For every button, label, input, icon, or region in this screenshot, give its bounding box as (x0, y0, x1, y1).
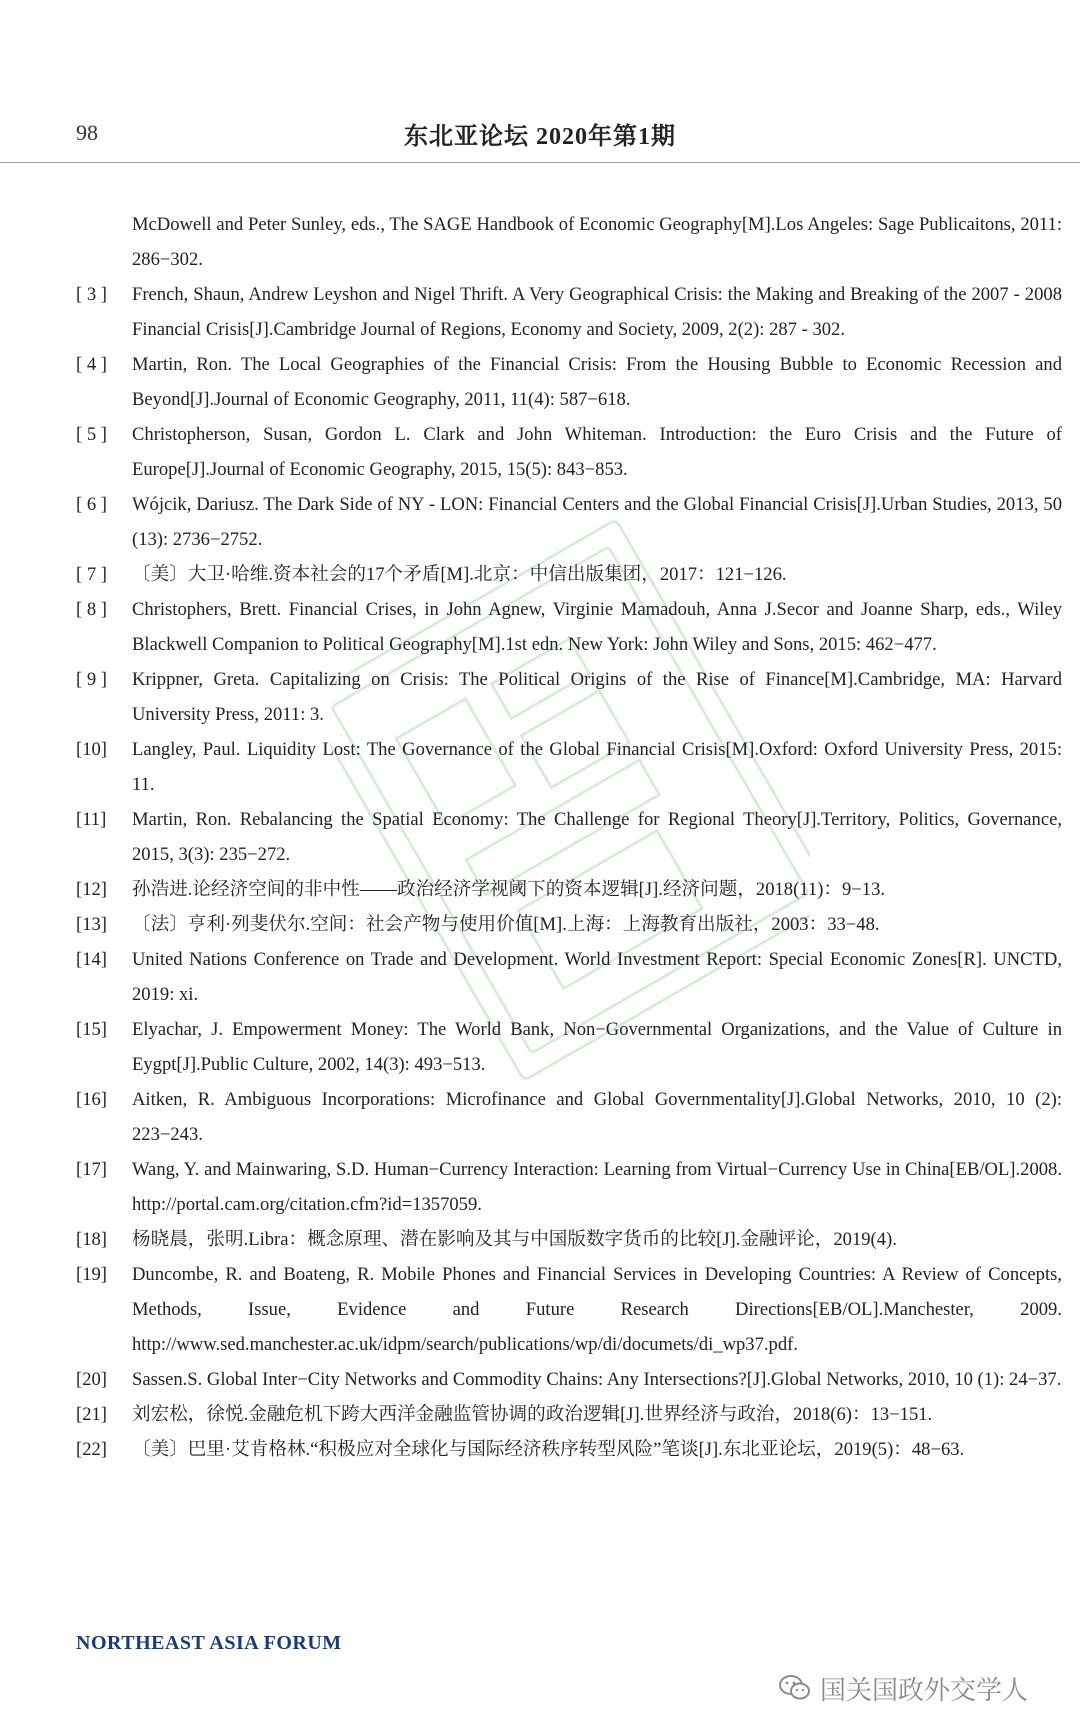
reference-text: Aitken, R. Ambiguous Incorporations: Microfinance and Global Governmentality[J].Global Networks, 2010, 10 (2): 223−243. (132, 1089, 1062, 1145)
reference-text: Sassen.S. Global Inter−City Networks and Commodity Chains: Any Intersections?[J].Global Networks, 2010, 10 (1): 24−37. (132, 1369, 1062, 1390)
reference-number: [ 4 ] (76, 354, 107, 375)
reference-entry (76, 347, 1062, 417)
reference-entry (76, 802, 1062, 872)
reference-text: McDowell and Peter Sunley, eds., The SAGE Handbook of Economic Geography[M].Los Angeles: Sage Publicaitons, 2011: 286−302. (132, 214, 1062, 270)
reference-entry (76, 1012, 1062, 1082)
reference-text: 〔美〕大卫·哈维.资本社会的17个矛盾[M].北京：中信出版集团，2017：121−126. (132, 564, 787, 585)
reference-entry (76, 662, 1062, 732)
reference-entry (76, 907, 1062, 942)
reference-number: [18] (76, 1229, 107, 1250)
footer-journal-title: NORTHEAST ASIA FORUM (76, 1632, 342, 1654)
reference-entry (76, 1432, 1062, 1467)
reference-number: [20] (76, 1369, 107, 1390)
reference-text: Krippner, Greta. Capitalizing on Crisis: The Political Origins of the Rise of Finance[M].Cambridge, MA: Harvard University Press, 2011: 3. (132, 669, 1062, 725)
reference-entry (76, 277, 1062, 347)
reference-number: [ 5 ] (76, 424, 107, 445)
reference-text: 刘宏松，徐悦.金融危机下跨大西洋金融监管协调的政治逻辑[J].世界经济与政治，2018(6)：13−151. (132, 1404, 933, 1425)
reference-entry (76, 942, 1062, 1012)
reference-text: Martin, Ron. Rebalancing the Spatial Economy: The Challenge for Regional Theory[J].Territory, Politics, Governance, 2015, 3(3): 235−272. (132, 809, 1062, 865)
reference-text: Christopherson, Susan, Gordon L. Clark and John Whiteman. Introduction: the Euro Crisis and the Future of Europe[J].Journal of Economic Geography, 2015, 15(5): 843−853. (132, 424, 1062, 480)
reference-text: Martin, Ron. The Local Geographies of the Financial Crisis: From the Housing Bubble to Economic Recession and Beyond[J].Journal of Economic Geography, 2011, 11(4): 587−618. (132, 354, 1062, 410)
reference-number: [ 3 ] (76, 284, 107, 305)
reference-number: [15] (76, 1019, 107, 1040)
reference-number: [10] (76, 739, 107, 760)
reference-text: United Nations Conference on Trade and Development. World Investment Report: Special Economic Zones[R]. UNCTD, 2019: xi. (132, 949, 1062, 1005)
reference-entry (76, 417, 1062, 487)
reference-entry (76, 872, 1062, 907)
reference-entry (76, 1397, 1062, 1432)
reference-entry (76, 1362, 1062, 1397)
reference-entry (76, 1257, 1062, 1362)
reference-text: 〔美〕巴里·艾肯格林.“积极应对全球化与国际经济秩序转型风险”笔谈[J].东北亚论坛，2019(5)：48−63. (132, 1439, 965, 1460)
wechat-account-watermark (778, 1668, 1048, 1708)
reference-text: French, Shaun, Andrew Leyshon and Nigel Thrift. A Very Geographical Crisis: the Making and Breaking of the 2007 - 2008 Financial Crisis[J].Cambridge Journal of Regions, Economy and Society, 2009, 2(2): 287 - 302. (132, 284, 1062, 340)
reference-number: [ 7 ] (76, 564, 107, 585)
reference-number: [19] (76, 1264, 107, 1285)
page-number: 98 (76, 120, 98, 145)
reference-text: Langley, Paul. Liquidity Lost: The Governance of the Global Financial Crisis[M].Oxford: Oxford University Press, 2015: 11. (132, 739, 1062, 795)
reference-number: [16] (76, 1089, 107, 1110)
reference-entry (76, 1222, 1062, 1257)
reference-entry (76, 592, 1062, 662)
header-rule (0, 162, 1080, 163)
reference-text: Wang, Y. and Mainwaring, S.D. Human−Currency Interaction: Learning from Virtual−Currency Use in China[EB/OL].2008. http://portal.cam.org/citation.cfm?id=1357059. (132, 1159, 1062, 1215)
reference-entry (76, 207, 1062, 277)
reference-entry (76, 487, 1062, 557)
reference-text: Duncombe, R. and Boateng, R. Mobile Phones and Financial Services in Developing Countries: A Review of Concepts, Methods, Issue, Evidence and Future Research Directions[EB/OL].Manchester, 2009. http://www.sed.manchester.ac.uk/idpm/search/publications/wp/di/documets/di_wp37.pdf. (132, 1264, 1062, 1355)
reference-text: 〔法〕亨利·列斐伏尔.空间：社会产物与使用价值[M].上海：上海教育出版社，2003：33−48. (132, 914, 880, 935)
wechat-account-name: 国关国政外交学人 (820, 1675, 1029, 1706)
reference-text: Elyachar, J. Empowerment Money: The World Bank, Non−Governmental Organizations, and the Value of Culture in Eygpt[J].Public Culture, 2002, 14(3): 493−513. (132, 1019, 1062, 1075)
reference-number: [22] (76, 1439, 107, 1460)
reference-number: [ 8 ] (76, 599, 107, 620)
wechat-icon (778, 1673, 812, 1703)
page-header (0, 108, 1080, 158)
reference-number: [12] (76, 879, 107, 900)
reference-text: 孙浩进.论经济空间的非中性——政治经济学视阈下的资本逻辑[J].经济问题，2018(11)：9−13. (132, 879, 886, 900)
reference-number: [17] (76, 1159, 107, 1180)
journal-title: 东北亚论坛 2020年第1期 (404, 124, 676, 150)
reference-number: [11] (76, 809, 107, 830)
reference-text: 杨晓晨，张明.Libra：概念原理、潜在影响及其与中国版数字货币的比较[J].金融评论，2019(4). (132, 1229, 897, 1250)
reference-entry (76, 557, 1062, 592)
reference-number: [14] (76, 949, 107, 970)
reference-text: Christophers, Brett. Financial Crises, in John Agnew, Virginie Mamadouh, Anna J.Secor and Joanne Sharp, eds., Wiley Blackwell Companion to Political Geography[M].1st edn. New York: John Wiley and Sons, 2015: 462−477. (132, 599, 1062, 655)
reference-number: [ 6 ] (76, 494, 107, 515)
reference-number: [21] (76, 1404, 107, 1425)
reference-text: Wójcik, Dariusz. The Dark Side of NY - LON: Financial Centers and the Global Financial Crisis[J].Urban Studies, 2013, 50 (13): 2736−2752. (132, 494, 1062, 550)
reference-number: [13] (76, 914, 107, 935)
reference-entry (76, 1082, 1062, 1152)
reference-number: [ 9 ] (76, 669, 107, 690)
reference-entry (76, 732, 1062, 802)
reference-entry (76, 1152, 1062, 1222)
reference-list (76, 207, 1062, 1467)
